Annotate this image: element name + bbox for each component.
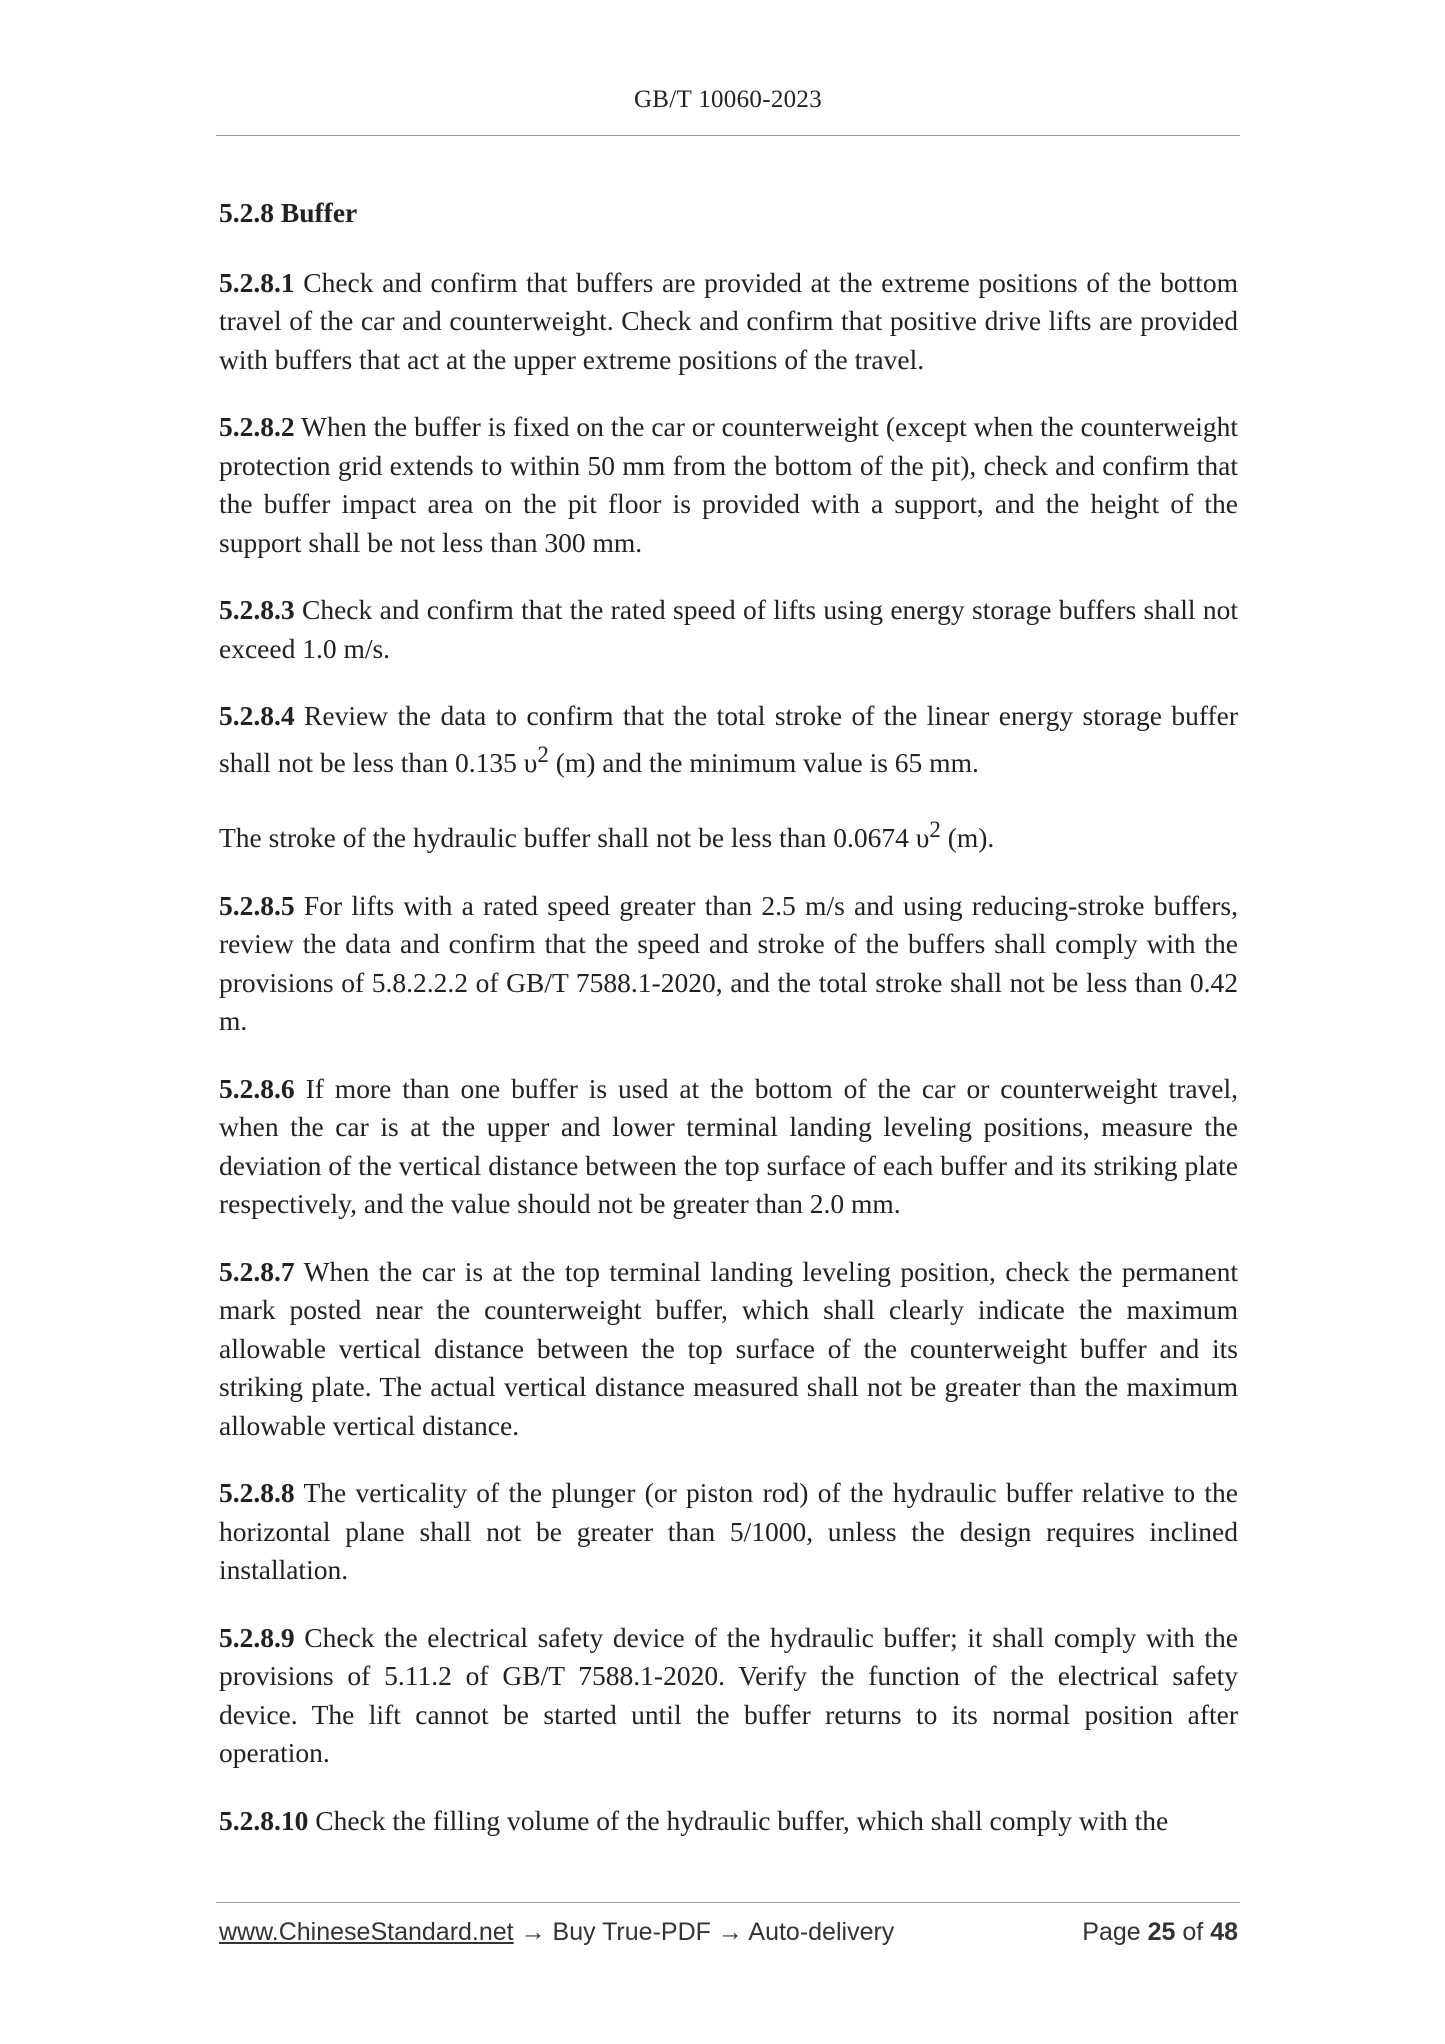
page-footer — [219, 1918, 1238, 1954]
clause-text: When the car is at the top terminal landing leveling position, check the permanent mark posted near the counterweight buffer, which shall clearly indicate the maximum allowable vertical distance between the top surface of the counterweight buffer and its striking plate. The actual vertical distance measured shall not be greater than the maximum allowable vertical distance. — [219, 1255, 1238, 1441]
clause-text: If more than one buffer is used at the bottom of the car or counterweight travel, when the car is at the upper and lower terminal landing leveling positions, measure the deviation of the vertical distance between the top surface of each buffer and its striking plate respectively, and the value should not be greater than 2.0 mm. — [219, 1072, 1238, 1220]
paragraph-5-2-8-1 — [219, 264, 1238, 380]
clause-text: When the buffer is fixed on the car or counterweight (except when the counterweight protection grid extends to within 50 mm from the bottom of the pit), check and confirm that the buffer impact area on the pit floor is provided with a support, and the height of the support shall be not less than 300 mm. — [219, 411, 1238, 558]
paragraph-5-2-8-4 — [219, 697, 1238, 782]
section-number: 5.2.8 — [219, 197, 274, 228]
clause-text-end: (m). — [940, 822, 995, 854]
clause-number: 5.2.8.8 — [219, 1477, 295, 1509]
clause-text: The verticality of the plunger (or piston rod) of the hydraulic buffer relative to the horizontal plane shall not be greater than 5/1000, unless the design requires inclined installation. — [219, 1477, 1238, 1586]
paragraph-hydraulic-stroke — [219, 811, 1238, 858]
page-indicator — [1082, 1918, 1238, 1947]
clause-text: Check the electrical safety device of the hydraulic buffer; it shall comply with the provisions of 5.11.2 of GB/T 7588.1-2020. Verify the function of the electrical safety device. The lift cannot be started until the buffer returns to its normal position after operation. — [219, 1621, 1238, 1769]
superscript: 2 — [929, 817, 941, 843]
clause-text: Check the filling volume of the hydraulic buffer, which shall comply with the — [315, 1804, 1169, 1836]
clause-number: 5.2.8.1 — [219, 266, 295, 298]
clause-number: 5.2.8.10 — [219, 1804, 309, 1836]
website-link[interactable]: www.ChineseStandard.net — [219, 1918, 514, 1946]
clause-number: 5.2.8.9 — [219, 1621, 295, 1653]
clause-number: 5.2.8.4 — [219, 700, 295, 731]
clause-number: 5.2.8.3 — [219, 594, 295, 625]
page-label: Page — [1082, 1918, 1141, 1946]
paragraph-5-2-8-10 — [219, 1802, 1238, 1841]
paragraph-5-2-8-8 — [219, 1474, 1238, 1590]
footer-divider — [216, 1902, 1240, 1903]
clause-text: The stroke of the hydraulic buffer shall not be less than 0.0674 υ — [219, 822, 930, 854]
footer-promo — [219, 1918, 894, 1947]
clause-text: Check and confirm that the rated speed of lifts using energy storage buffers shall not exceed 1.0 m/s. — [219, 594, 1238, 664]
page-current: 25 — [1147, 1918, 1176, 1946]
clause-text: Check and confirm that buffers are provided at the extreme positions of the bottom travel of the car and counterweight. Check and confirm that positive drive lifts are provided with buffers that act at the upper extreme positions of the travel. — [219, 266, 1238, 375]
clause-number: 5.2.8.5 — [219, 889, 295, 921]
page-total: 48 — [1210, 1918, 1238, 1946]
superscript: 2 — [537, 741, 549, 767]
paragraph-5-2-8-5 — [219, 887, 1238, 1041]
section-heading — [219, 194, 1238, 233]
clause-number: 5.2.8.7 — [219, 1255, 295, 1287]
section-title: Buffer — [280, 197, 358, 228]
page-header: GB/T 10060-2023 — [633, 86, 823, 113]
paragraph-5-2-8-3 — [219, 591, 1238, 668]
footer-promo-text: → Buy True-PDF → Auto-delivery — [513, 1918, 895, 1946]
document-body — [219, 194, 1238, 1840]
clause-number: 5.2.8.2 — [219, 411, 295, 442]
paragraph-5-2-8-6 — [219, 1070, 1238, 1224]
clause-text: For lifts with a rated speed greater than 2.5 m/s and using reducing-stroke buffers, review the data and confirm that the speed and stroke of the buffers shall comply with the provisions of 5.8.2.2.2 of GB/T 7588.1-2020, and the total stroke shall not be less than 0.42 m. — [219, 889, 1239, 1037]
paragraph-5-2-8-9 — [219, 1619, 1238, 1773]
of-label: of — [1182, 1918, 1204, 1946]
paragraph-5-2-8-2 — [219, 408, 1238, 562]
clause-text-end: (m) and the minimum value is 65 mm. — [548, 746, 979, 778]
paragraph-5-2-8-7 — [219, 1253, 1238, 1446]
clause-number: 5.2.8.6 — [219, 1072, 295, 1104]
header-divider — [216, 135, 1240, 136]
clause-text: Review the data to confirm that the total stroke of the linear energy storage buffer shall not be less than 0.135 υ — [219, 700, 1238, 778]
